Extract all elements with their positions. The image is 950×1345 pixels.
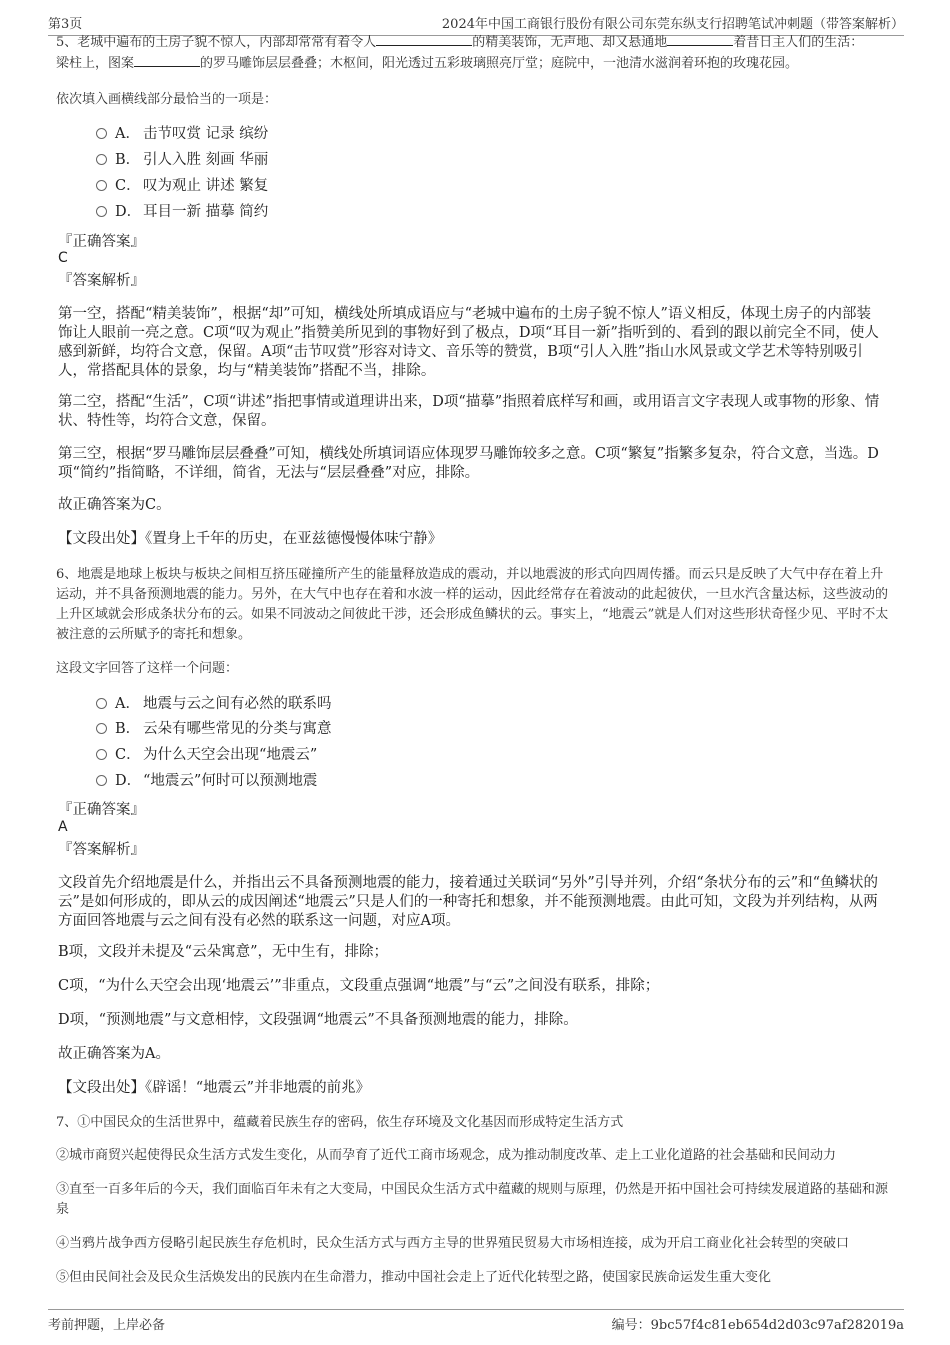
blank-1: [376, 32, 472, 46]
q6-option-b[interactable]: B． 云朵有哪些常见的分类与寓意: [96, 719, 332, 739]
q6-analysis-5: 故正确答案为A。: [58, 1046, 170, 1062]
radio-icon[interactable]: [96, 154, 107, 165]
q6-analysis-label: 『答案解析』: [58, 842, 145, 858]
q5-stem-text: 梁柱上，图案: [56, 56, 135, 71]
page-number: 第3页: [48, 17, 83, 32]
radio-icon[interactable]: [96, 749, 107, 760]
q7-item-5: ⑤但由民间社会及民众生活焕发出的民族内在生命潜力，推动中国社会走上了近代化转型之路，使国家民族命运发生重大变化: [56, 1270, 772, 1285]
q5-stem: [56, 32, 894, 74]
footer-code: 编号：9bc57f4c81eb654d2d03c97af282019a: [611, 1318, 904, 1333]
q6-option-a[interactable]: A． 地震与云之间有必然的联系吗: [96, 694, 332, 714]
q6-analysis-4: D项，“预测地震”与文意相悖，文段强调“地震云”不具备预测地震的能力，排除。: [58, 1012, 578, 1028]
q5-option-a[interactable]: A． 击节叹赏 记录 缤纷: [96, 124, 268, 144]
q5-option-d[interactable]: D． 耳目一新 描摹 简约: [96, 202, 268, 222]
q5-analysis-2: 第二空，搭配“生活”，C项“讲述”指把事情或道理讲出来，D项“描摹”指照着底样写和画，或用语言文字表现人或事物的形象、情状、特性等，均符合文意，保留。: [58, 394, 880, 429]
q6-source: 【文段出处】《辟谣！“地震云”并非地震的前兆》: [58, 1080, 371, 1096]
radio-icon[interactable]: [96, 206, 107, 217]
q5-analysis-4: 故正确答案为C。: [58, 497, 171, 513]
page-footer: [48, 1309, 904, 1334]
q6-option-d[interactable]: D． “地震云”何时可以预测地震: [96, 771, 317, 791]
q5-source: 【文段出处】《置身上千年的历史，在亚兹德慢慢体味宁静》: [58, 531, 443, 547]
footer-slogan: 考前押题，上岸必备: [48, 1318, 166, 1333]
q5-stem-text: 的精美装饰，无声地、却又悬通地: [472, 35, 668, 50]
q5-prompt: 依次填入画横线部分最恰当的一项是：: [56, 92, 278, 107]
q5-answer: C: [58, 250, 68, 266]
q5-analysis-label: 『答案解析』: [58, 273, 145, 289]
q5-stem-text: 5、老城中遍布的土房子貌不惊人，内部却常常有着令人: [56, 35, 377, 50]
q5-analysis-3: 第三空，根据“罗马雕饰层层叠叠”可知，横线处所填词语应体现罗马雕饰较多之意。C项“繁复”指繁多复杂，符合文意，当选。D项“简约”指简略，不详细，简省，无法与“层层叠叠”对应，排除。: [58, 446, 879, 481]
q5-option-b[interactable]: B． 引人入胜 刻画 华丽: [96, 150, 268, 170]
blank-2: [667, 32, 733, 46]
q7-item-1: 7、①中国民众的生活世界中，蕴藏着民族生存的密码，依生存环境及文化基因而形成特定生活方式: [56, 1115, 624, 1130]
radio-icon[interactable]: [96, 180, 107, 191]
q6-option-c[interactable]: C． 为什么天空会出现“地震云”: [96, 745, 317, 765]
radio-icon[interactable]: [96, 128, 107, 139]
radio-icon[interactable]: [96, 698, 107, 709]
q5-option-c[interactable]: C． 叹为观止 讲述 繁复: [96, 176, 268, 196]
q6-stem: 6、地震是地球上板块与板块之间相互挤压碰撞所产生的能量释放造成的震动，并以地震波的形式向四周传播。而云只是反映了大气中存在着上升运动，并不具备预测地震的能力。另外，在大气中也存在着和水波一样的运动，因此经常存在着波动的此起彼伏，一旦水汽含量达标，这些波动的上升区域就会形成条状分布的云。如果不同波动之间彼此干涉，还会形成鱼鳞状的云。事实上，“地震云”就是人们对这些形状奇怪少见、平时不太被注意的云所赋予的寄托和想象。: [56, 567, 889, 642]
q6-analysis-1: 文段首先介绍地震是什么，并指出云不具备预测地震的能力，接着通过关联词“另外”引导并列，介绍“条状分布的云”和“鱼鳞状的云”是如何形成的，即从云的成因阐述“地震云”只是人们的一种寄托和想象，并不能预测地震。由此可知，文段为并列结构，从两方面回答地震与云之间有没有必然的联系这一问题，对应A项。: [58, 875, 879, 929]
q7-item-2: ②城市商贸兴起使得民众生活方式发生变化，从而孕育了近代工商市场观念，成为推动制度改革、走上工业化道路的社会基础和民间动力: [56, 1148, 837, 1163]
q6-prompt: 这段文字回答了这样一个问题：: [56, 661, 239, 676]
q7-item-4: ④当鸦片战争西方侵略引起民族生存危机时，民众生活方式与西方主导的世界殖民贸易大市场相连接，成为开启工商业化社会转型的突破口: [56, 1236, 850, 1251]
q5-stem-text: 的罗马雕饰层层叠叠；木枢间，阳光透过五彩玻璃照亮厅堂；庭院中，一池清水滋润着环抱的玫瑰花园。: [200, 56, 799, 71]
q5-answer-label: 『正确答案』: [58, 234, 145, 250]
q6-answer: A: [58, 819, 68, 835]
blank-3: [134, 53, 200, 67]
radio-icon[interactable]: [96, 775, 107, 786]
q6-answer-label: 『正确答案』: [58, 802, 145, 818]
document-title: 2024年中国工商银行股份有限公司东莞东纵支行招聘笔试冲刺题（带答案解析）: [441, 17, 904, 32]
radio-icon[interactable]: [96, 723, 107, 734]
q5-stem-text: 着昔日主人们的生活：: [733, 35, 864, 50]
q6-analysis-2: B项，文段并未提及“云朵寓意”，无中生有，排除；: [58, 944, 388, 960]
q7-item-3: ③直至一百多年后的今天，我们面临百年未有之大变局，中国民众生活方式中蕴藏的规则与原理，仍然是开拓中国社会可持续发展道路的基础和源泉: [56, 1182, 889, 1217]
q5-analysis-1: 第一空，搭配“精美装饰”，根据“却”可知，横线处所填成语应与“老城中遍布的土房子貌不惊人”语义相反，体现土房子的内部装饰让人眼前一亮之意。C项“叹为观止”指赞美所见到的事物好到了极点，D项“耳目一新”指听到的、看到的跟以前完全不同，使人感到新鲜，均符合文意，保留。A项“击节叹赏”形容对诗文、音乐等的赞赏，B项“引人入胜”指山水风景或文学艺术等特别吸引人，常搭配具体的景象，均与“精美装饰”搭配不当，排除。: [58, 306, 879, 379]
q6-analysis-3: C项，“为什么天空会出现‘地震云’”非重点，文段重点强调“地震”与“云”之间没有联系，排除；: [58, 978, 660, 994]
